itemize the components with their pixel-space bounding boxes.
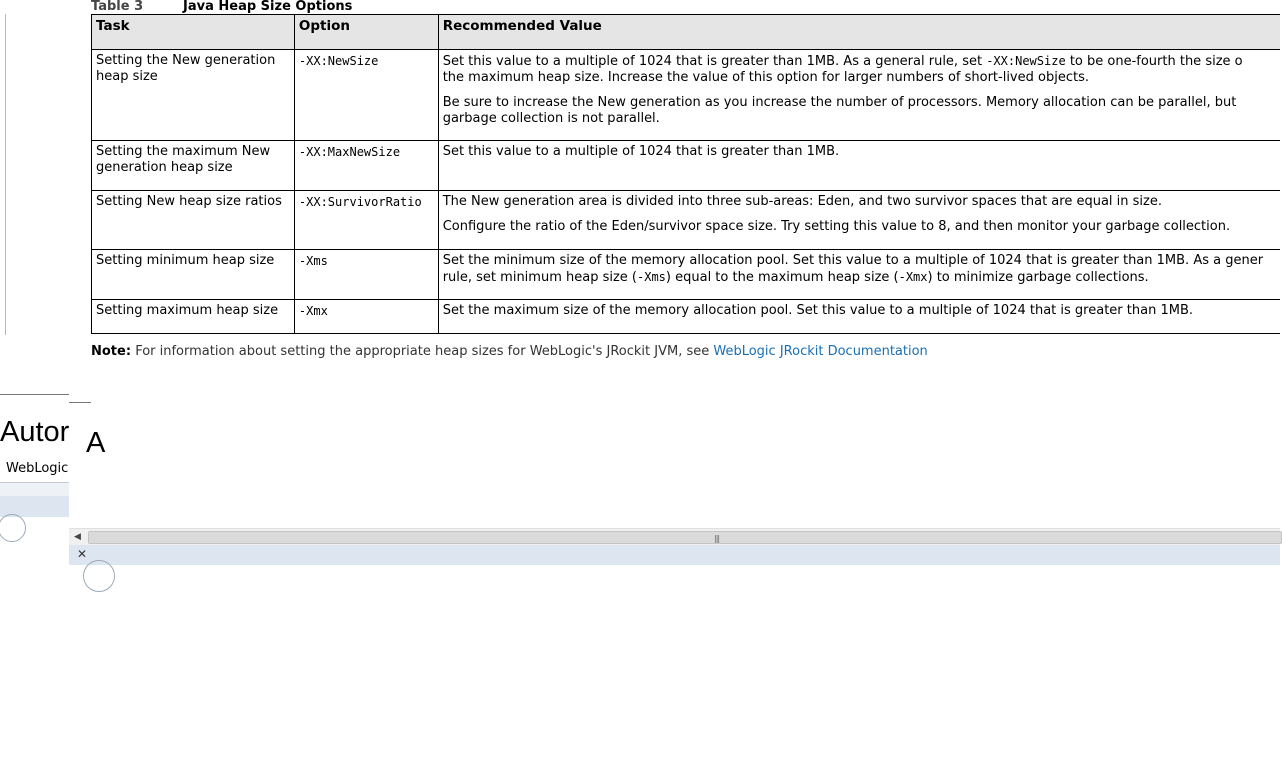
- task-cell: Setting New heap size ratios: [92, 191, 295, 250]
- task-cell: Setting minimum heap size: [92, 250, 295, 300]
- value-paragraph: [443, 95, 1276, 127]
- value-paragraph: [443, 253, 1276, 286]
- inline-code: -Xms: [637, 270, 666, 284]
- fragment-panel: [0, 496, 69, 517]
- value-text: the maximum heap size. Increase the value of this option for larger numbers of short-lived objects.: [442, 70, 1089, 85]
- value-paragraph: Set the maximum size of the memory allocation pool. Set this value to a multiple of 1024 that is greater than 1MB.: [442, 303, 1193, 318]
- inline-code: -XX:NewSize: [986, 54, 1066, 68]
- recommended-value-cell: [438, 250, 1280, 300]
- recommended-value-cell: [438, 191, 1280, 250]
- fragment-subtitle: WebLogic: [6, 461, 69, 476]
- circle-icon: [0, 514, 26, 542]
- table-row: [92, 50, 1281, 141]
- value-text: to be one-fourth the size o: [1065, 54, 1243, 69]
- table-header-row: [92, 15, 1281, 50]
- column-header-recommended-value: Recommended Value: [438, 15, 1280, 50]
- document-pane: [0, 0, 1280, 360]
- close-icon[interactable]: ✕: [77, 547, 88, 561]
- inline-code: -Xmx: [898, 270, 928, 284]
- fragment-divider: [69, 402, 91, 403]
- value-paragraph: The New generation area is divided into three sub-areas: Eden, and two survivor spaces that are equal in size.: [442, 194, 1162, 209]
- table-caption-title: Java Heap Size Options: [183, 0, 353, 14]
- scroll-left-arrow-icon[interactable]: ◀: [74, 532, 81, 542]
- note-label: Note:: [91, 344, 132, 359]
- heap-options-table: [91, 14, 1280, 334]
- option-cell: -XX:MaxNewSize: [294, 141, 438, 191]
- note-text: [91, 344, 928, 359]
- recommended-value-cell: [438, 50, 1280, 141]
- recommended-value-cell: [438, 300, 1280, 334]
- option-cell: -XX:SurvivorRatio: [294, 191, 438, 250]
- recommended-value-cell: [438, 141, 1280, 191]
- value-text: rule, set minimum heap size (: [442, 270, 637, 285]
- value-text: ) equal to the maximum heap size (: [665, 270, 899, 285]
- column-header-task: Task: [92, 15, 295, 50]
- table-row: [92, 191, 1281, 250]
- value-paragraph: Configure the ratio of the Eden/survivor space size. Try setting this value to 8, and then monitor your garbage collection.: [442, 219, 1231, 234]
- scrollbar-thumb[interactable]: [88, 531, 1282, 544]
- task-cell: Setting the New generation heap size: [92, 50, 295, 141]
- option-cell: -Xms: [294, 250, 438, 300]
- column-header-option: Option: [294, 15, 438, 50]
- fragment-divider: [0, 394, 69, 395]
- jrockit-doc-link[interactable]: WebLogic JRockit Documentation: [713, 344, 928, 359]
- option-cell: -XX:NewSize: [294, 50, 438, 141]
- table-caption: [91, 0, 352, 14]
- table-row: [92, 141, 1281, 191]
- option-cell: -Xmx: [294, 300, 438, 334]
- fragment-title-2: A: [86, 427, 106, 459]
- value-text: Set this value to a multiple of 1024 that is greater than 1MB. As a general rule, set: [442, 54, 987, 69]
- value-text: Set the minimum size of the memory allocation pool. Set this value to a multiple of 1024 that is greater than 1MB. As a gener: [442, 253, 1264, 268]
- value-text: ) to minimize garbage collections.: [927, 270, 1149, 285]
- value-text: garbage collection is not parallel.: [442, 111, 660, 126]
- table-row: [92, 300, 1281, 334]
- value-text: Be sure to increase the New generation as you increase the number of processors. Memory allocation can be parallel, but: [442, 95, 1237, 110]
- circle-icon: [83, 560, 115, 592]
- value-paragraph: [443, 53, 1276, 86]
- fragment-title: Autor: [0, 416, 70, 448]
- horizontal-scrollbar[interactable]: [69, 528, 1280, 545]
- table-caption-number: Table 3: [91, 0, 144, 14]
- left-divider: [5, 14, 6, 335]
- note-body: For information about setting the appropriate heap sizes for WebLogic's JRockit JVM, see: [135, 344, 710, 359]
- task-cell: Setting maximum heap size: [92, 300, 295, 334]
- task-cell: Setting the maximum New generation heap size: [92, 141, 295, 191]
- table-row: [92, 250, 1281, 300]
- bottom-panel: [69, 545, 1280, 565]
- grip-icon: |||: [714, 534, 720, 543]
- value-paragraph: Set this value to a multiple of 1024 that is greater than 1MB.: [442, 144, 840, 159]
